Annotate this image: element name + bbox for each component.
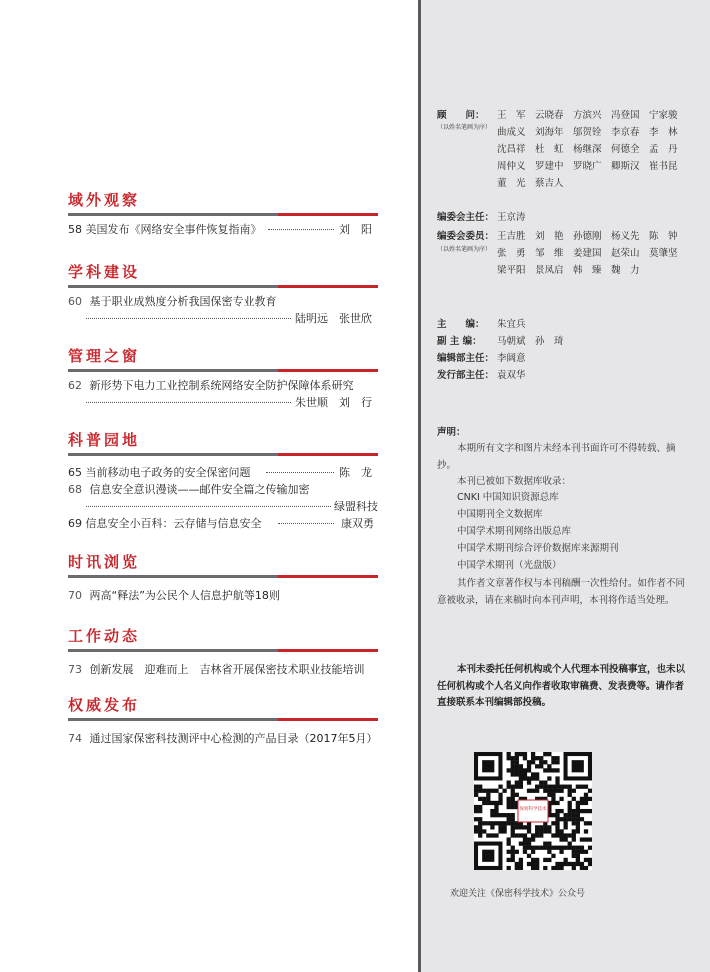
qr-center-logo: 保密科学技术 <box>519 807 547 812</box>
toc-entry[interactable] <box>68 464 378 481</box>
person-name: 景凤启 <box>535 265 564 276</box>
chief-editor: 朱宜兵 <box>497 319 526 330</box>
person-name: 莫肇坚 <box>649 248 678 259</box>
declaration-copyright: 其作者文章著作权与本刊稿酬一次性给付。如作者不同意被收录，请在来稿时向本刊声明，本刊将作适当处理。 <box>437 578 686 606</box>
office-director-label: 编辑部主任： <box>437 353 495 364</box>
page-number: 62 <box>68 379 82 392</box>
person-name: 王吉胜 <box>497 231 526 242</box>
toc-entry[interactable] <box>68 293 378 310</box>
board-members-list <box>497 228 687 279</box>
toc-section <box>68 430 378 532</box>
entry-author: 绿盟科技 <box>334 500 378 513</box>
panel-divider <box>418 0 421 972</box>
section-title: 时讯浏览 <box>68 553 141 571</box>
person-name: 陈 钟 <box>649 231 678 242</box>
toc-section <box>68 346 378 411</box>
toc-section <box>68 190 378 238</box>
board-director: 王京涛 <box>497 212 526 223</box>
person-name: 周仲义 <box>497 161 526 172</box>
author-line <box>68 394 378 411</box>
person-name: 魏 力 <box>611 265 640 276</box>
toc-section <box>68 626 378 678</box>
dot-leader <box>86 506 331 507</box>
person-name: 李 林 <box>649 127 678 138</box>
dot-leader <box>278 523 334 524</box>
section-title: 学科建设 <box>68 263 141 281</box>
page-number: 65 <box>68 466 82 479</box>
entry-title: 基于职业成熟度分析我国保密专业教育 <box>89 295 277 308</box>
entry-title: 两高“释法”为公民个人信息护航等18则 <box>89 589 280 602</box>
entry-title: 信息安全意识漫谈——邮件安全篇之传输加密 <box>89 483 310 496</box>
chief-editor-label: 主 编： <box>437 319 485 330</box>
entry-author: 朱世顺 刘 行 <box>295 396 372 409</box>
toc-entry[interactable] <box>68 481 378 498</box>
section-title: 域外观察 <box>68 191 141 209</box>
person-name: 沈昌祥 <box>497 144 526 155</box>
db-item: 中国学术期刊（光盘版） <box>457 560 562 571</box>
person-name: 杨继深 <box>573 144 602 155</box>
section-rule <box>68 718 378 721</box>
section-title: 科普园地 <box>68 431 141 449</box>
deputy-editor-label: 副 主 编： <box>437 336 482 347</box>
page-number: 69 <box>68 517 82 530</box>
page-number: 58 <box>68 223 82 236</box>
advisors-list <box>497 107 687 192</box>
dot-leader <box>268 229 334 230</box>
person-name: 孟 丹 <box>649 144 678 155</box>
person-name: 云晓春 <box>535 110 564 121</box>
advisors-label: 顾 问： <box>437 110 485 121</box>
qr-code[interactable] <box>474 752 592 870</box>
page-number: 70 <box>68 589 82 602</box>
person-name: 韩 臻 <box>573 265 602 276</box>
section-rule <box>68 575 378 578</box>
db-item: 中国学术期刊综合评价数据库来源期刊 <box>457 543 619 554</box>
entry-title: 创新发展 迎难而上 吉林省开展保密技术职业技能培训 <box>89 663 365 676</box>
entry-author: 刘 阳 <box>339 223 372 236</box>
person-name: 杜 虹 <box>535 144 564 155</box>
section-title: 管理之窗 <box>68 347 141 365</box>
office-director: 李阔意 <box>497 353 526 364</box>
entry-author: 陈 龙 <box>339 466 372 479</box>
person-name: 邬贺铨 <box>573 127 602 138</box>
publish-director-label: 发行部主任： <box>437 370 495 381</box>
section-rule <box>68 213 378 216</box>
page-number: 68 <box>68 483 82 496</box>
person-name: 宁家骏 <box>649 110 678 121</box>
section-rule <box>68 285 378 288</box>
board-members-note: （以姓名笔画为序） <box>437 246 492 253</box>
person-name: 梁平阳 <box>497 265 526 276</box>
declaration-title: 声明： <box>437 427 466 438</box>
entry-title: 通过国家保密科技测评中心检测的产品目录（2017年5月） <box>89 732 378 745</box>
dot-leader <box>86 402 291 403</box>
person-name: 董 光 <box>497 178 526 189</box>
person-name: 卿斯汉 <box>611 161 640 172</box>
board-director-label: 编委会主任： <box>437 212 495 223</box>
toc-entry[interactable] <box>68 515 378 532</box>
entry-author: 陆明远 张世欣 <box>295 312 372 325</box>
entry-title: 美国发布《网络安全事件恢复指南》 <box>85 223 262 236</box>
person-name: 崔书昆 <box>649 161 678 172</box>
board-members-label: 编委会委员： <box>437 231 495 242</box>
entry-title: 当前移动电子政务的安全保密问题 <box>85 466 251 479</box>
person-name: 刘海年 <box>535 127 564 138</box>
declaration-text: 本期所有文字和图片未经本刊书面许可不得转载、摘抄。 <box>437 443 676 471</box>
person-name: 姜建国 <box>573 248 602 259</box>
person-name: 方滨兴 <box>573 110 602 121</box>
publish-director: 袁双华 <box>497 370 526 381</box>
toc-entry[interactable] <box>68 730 378 747</box>
db-item: 中国期刊全文数据库 <box>457 509 543 520</box>
section-rule <box>68 649 378 652</box>
section-title: 工作动态 <box>68 627 141 645</box>
entry-author: 康双勇 <box>341 517 374 530</box>
person-name: 蔡吉人 <box>535 178 564 189</box>
page-number: 73 <box>68 663 82 676</box>
toc-section <box>68 262 378 327</box>
person-name: 罗建中 <box>535 161 564 172</box>
submission-notice: 本刊未委托任何机构或个人代理本刊投稿事宜，也未以任何机构或个人名义向作者收取审稿费、发表费等。请作者直接联系本刊编辑部投稿。 <box>437 664 686 708</box>
page-number: 74 <box>68 732 82 745</box>
person-name: 曲成义 <box>497 127 526 138</box>
db-item: CNKI 中国知识资源总库 <box>457 492 559 503</box>
toc-entry[interactable] <box>68 377 378 394</box>
person-name: 张 勇 <box>497 248 526 259</box>
toc-entry[interactable] <box>68 661 378 678</box>
person-name: 李京春 <box>611 127 640 138</box>
toc-entry[interactable] <box>68 587 378 604</box>
toc-entry[interactable] <box>68 221 378 238</box>
person-name: 赵荣山 <box>611 248 640 259</box>
advisors-note: （以姓名笔画为序） <box>437 124 492 131</box>
section-rule <box>68 453 378 456</box>
person-name: 孙德刚 <box>573 231 602 242</box>
person-name: 刘 艳 <box>535 231 564 242</box>
section-title: 权威发布 <box>68 696 141 714</box>
declaration-db-intro: 本刊已被如下数据库收录： <box>457 476 572 487</box>
person-name: 杨义先 <box>611 231 640 242</box>
author-line <box>68 498 378 515</box>
dot-leader <box>86 318 291 319</box>
db-item: 中国学术期刊网络出版总库 <box>457 526 572 537</box>
entry-title: 信息安全小百科：云存储与信息安全 <box>85 517 262 530</box>
toc-section <box>68 695 378 747</box>
entry-title: 新形势下电力工业控制系统网络安全防护保障体系研究 <box>89 379 354 392</box>
section-rule <box>68 369 378 372</box>
qr-code-image <box>474 752 592 870</box>
dot-leader <box>266 472 334 473</box>
deputy-editor: 马朝斌 孙 琦 <box>497 336 564 347</box>
author-line <box>68 310 378 327</box>
person-name: 罗晓广 <box>573 161 602 172</box>
person-name: 冯登国 <box>611 110 640 121</box>
toc-section <box>68 552 378 604</box>
page-number: 60 <box>68 295 82 308</box>
qr-caption: 欢迎关注《保密科学技术》公众号 <box>450 889 586 899</box>
person-name: 何德全 <box>611 144 640 155</box>
person-name: 邹 维 <box>535 248 564 259</box>
person-name: 王 军 <box>497 110 526 121</box>
